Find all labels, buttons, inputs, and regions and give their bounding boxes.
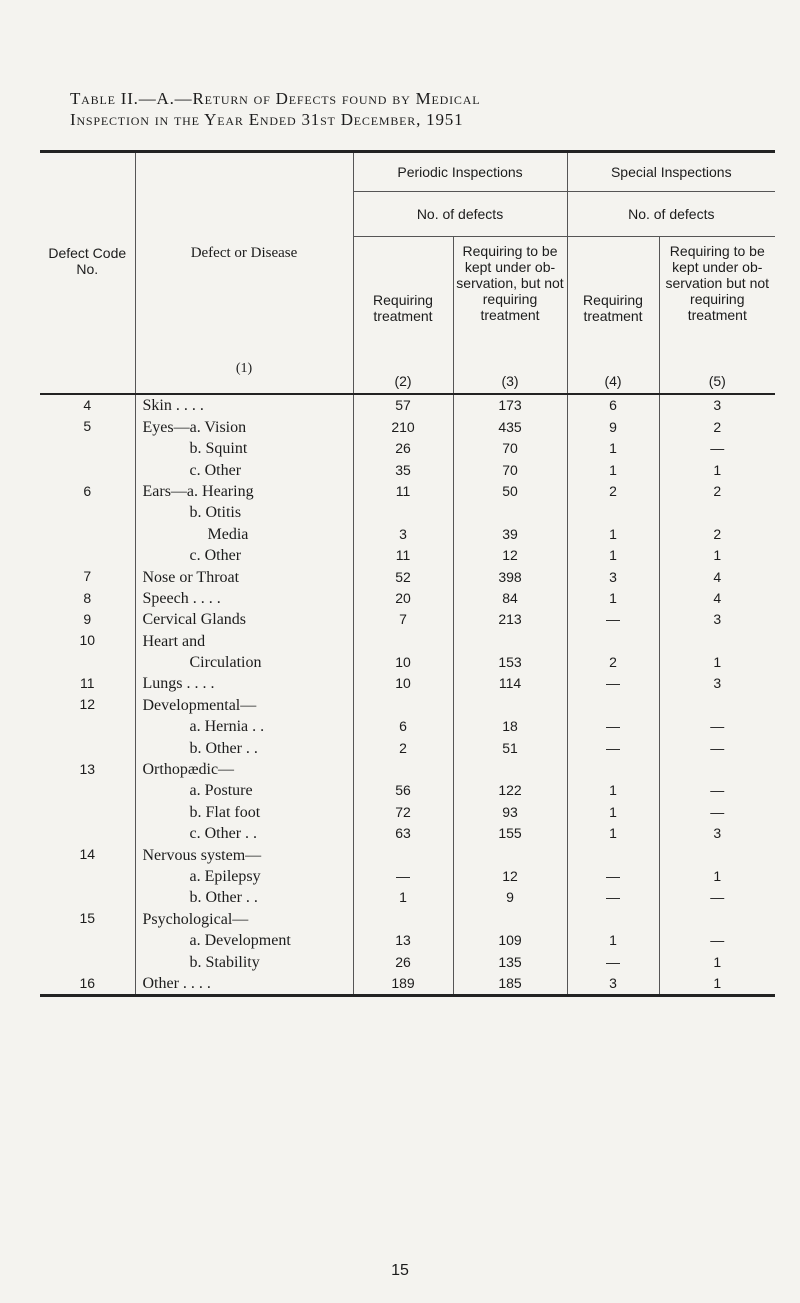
header-periodic-inspections: Periodic Inspections — [353, 152, 567, 192]
cell-periodic-observation: 9 — [453, 887, 567, 908]
cell-special-observation — [659, 844, 775, 865]
cell-special-treatment — [567, 694, 659, 715]
cell-periodic-treatment: — — [353, 866, 453, 887]
cell-periodic-treatment — [353, 908, 453, 929]
row-code: 11 — [79, 675, 95, 692]
cell-special-treatment: — — [567, 951, 659, 972]
table-row — [40, 459, 775, 480]
cell-periodic-observation: 153 — [453, 652, 567, 673]
cell-periodic-treatment: 10 — [353, 652, 453, 673]
cell-special-treatment: — — [567, 887, 659, 908]
cell-special-observation: — — [659, 716, 775, 737]
cell-special-treatment: 1 — [567, 801, 659, 822]
row-code — [40, 823, 135, 844]
cell-periodic-observation: 18 — [453, 716, 567, 737]
row-code — [40, 951, 135, 972]
row-label: a. Hernia . . — [135, 716, 353, 737]
cell-special-treatment — [567, 844, 659, 865]
table-row — [40, 588, 775, 609]
header-periodic-requiring-treatment — [353, 237, 453, 395]
row-label: Speech . . . . — [135, 588, 353, 609]
table-row — [40, 801, 775, 822]
cell-periodic-treatment: 10 — [353, 673, 453, 694]
cell-periodic-observation: 155 — [453, 823, 567, 844]
header-special-requiring-treatment — [567, 237, 659, 395]
table-row — [40, 545, 775, 566]
cell-periodic-treatment: 6 — [353, 716, 453, 737]
cell-periodic-observation — [453, 694, 567, 715]
table-row — [40, 823, 775, 844]
table-row — [40, 502, 775, 523]
row-code: 4 — [83, 397, 92, 413]
row-code — [40, 887, 135, 908]
row-code — [40, 780, 135, 801]
header-special-no-of-defects: No. of defects — [567, 192, 775, 237]
row-label: Psychological— — [135, 908, 353, 929]
cell-special-observation: 3 — [659, 394, 775, 416]
cell-periodic-treatment: 7 — [353, 609, 453, 630]
header-col-3: (3) — [501, 373, 519, 389]
cell-periodic-observation — [453, 908, 567, 929]
cell-special-treatment — [567, 908, 659, 929]
cell-periodic-observation — [453, 630, 567, 651]
table-row — [40, 780, 775, 801]
cell-special-treatment — [567, 630, 659, 651]
header-periodic-requiring-treatment-label: Requiring treatment — [373, 292, 433, 324]
cell-special-treatment: 1 — [567, 588, 659, 609]
cell-special-observation: 1 — [659, 951, 775, 972]
cell-periodic-observation: 135 — [453, 951, 567, 972]
cell-special-observation: 1 — [659, 973, 775, 996]
cell-periodic-observation: 435 — [453, 416, 567, 437]
row-label: a. Epilepsy — [135, 866, 353, 887]
row-code: 15 — [79, 910, 96, 927]
cell-special-treatment: 1 — [567, 780, 659, 801]
page-title — [70, 88, 770, 130]
cell-special-observation — [659, 694, 775, 715]
header-col-1: (1) — [235, 361, 253, 376]
cell-special-treatment: 2 — [567, 481, 659, 502]
row-code: 14 — [79, 846, 96, 863]
table-row — [40, 908, 775, 929]
row-label: Media — [135, 523, 353, 544]
table-row — [40, 609, 775, 630]
cell-special-treatment: — — [567, 673, 659, 694]
cell-special-treatment: 3 — [567, 566, 659, 587]
row-label: a. Posture — [135, 780, 353, 801]
cell-periodic-observation: 213 — [453, 609, 567, 630]
page-number: 15 — [391, 1262, 409, 1279]
row-label: c. Other . . — [135, 823, 353, 844]
row-label: Nervous system— — [135, 844, 353, 865]
cell-periodic-observation: 114 — [453, 673, 567, 694]
row-code — [40, 438, 135, 459]
table-row — [40, 416, 775, 437]
row-code: 16 — [40, 973, 135, 996]
cell-periodic-treatment: 3 — [353, 523, 453, 544]
cell-periodic-treatment: 63 — [353, 823, 453, 844]
table-row — [40, 438, 775, 459]
row-label: Eyes—a. Vision — [135, 416, 353, 437]
cell-periodic-observation: 70 — [453, 459, 567, 480]
table-row — [40, 759, 775, 780]
cell-periodic-treatment: 13 — [353, 930, 453, 951]
cell-special-treatment — [567, 759, 659, 780]
header-col-4: (4) — [604, 373, 622, 389]
cell-special-treatment: 1 — [567, 459, 659, 480]
header-defect-or-disease-label: Defect or Disease — [190, 245, 298, 261]
row-label: Skin . . . . — [135, 394, 353, 416]
row-label: a. Development — [135, 930, 353, 951]
cell-periodic-treatment: 35 — [353, 459, 453, 480]
cell-periodic-observation: 185 — [453, 973, 567, 996]
table-row — [40, 694, 775, 715]
header-special-requiring-treatment-label: Requiring treatment — [583, 292, 643, 324]
cell-special-observation: — — [659, 801, 775, 822]
row-label: Nose or Throat — [135, 566, 353, 587]
cell-special-observation: 1 — [659, 652, 775, 673]
row-label: b. Other . . — [135, 887, 353, 908]
header-defect-or-disease — [135, 152, 353, 395]
title-line-2: Inspection in the Year Ended 31st December, 1951 — [70, 110, 464, 129]
header-periodic-requiring-observation-label: Requiring to be kept under ob-servation, but not requiring treatment — [456, 243, 564, 323]
cell-periodic-treatment — [353, 502, 453, 523]
row-label: b. Flat foot — [135, 801, 353, 822]
row-code: 10 — [79, 632, 96, 649]
table-row — [40, 973, 775, 996]
row-code: 13 — [79, 760, 96, 777]
cell-special-treatment: 2 — [567, 652, 659, 673]
cell-periodic-treatment: 189 — [353, 973, 453, 996]
cell-special-treatment: 1 — [567, 823, 659, 844]
cell-periodic-treatment: 26 — [353, 438, 453, 459]
row-label: Other . . . . — [135, 973, 353, 996]
cell-periodic-treatment: 20 — [353, 588, 453, 609]
cell-periodic-treatment — [353, 844, 453, 865]
cell-periodic-observation — [453, 844, 567, 865]
cell-special-observation: — — [659, 930, 775, 951]
cell-special-observation: — — [659, 438, 775, 459]
cell-periodic-observation: 12 — [453, 866, 567, 887]
header-defect-code-label: Defect Code No. — [48, 245, 127, 277]
table-row — [40, 866, 775, 887]
row-label: Developmental— — [135, 694, 353, 715]
row-label: b. Other . . — [135, 737, 353, 758]
cell-periodic-treatment: 210 — [353, 416, 453, 437]
header-defect-code — [40, 152, 135, 395]
table-row — [40, 566, 775, 587]
row-code: 6 — [83, 482, 92, 499]
table-row — [40, 673, 775, 694]
cell-periodic-treatment: 72 — [353, 801, 453, 822]
cell-special-observation: 4 — [659, 566, 775, 587]
cell-periodic-observation: 12 — [453, 545, 567, 566]
row-code — [40, 716, 135, 737]
header-special-requiring-observation — [659, 237, 775, 395]
cell-periodic-treatment — [353, 694, 453, 715]
row-code — [40, 523, 135, 544]
row-label: b. Otitis — [135, 502, 353, 523]
row-code: 5 — [83, 418, 92, 435]
row-label: Circulation — [135, 652, 353, 673]
row-code — [40, 502, 135, 523]
row-code — [40, 737, 135, 758]
cell-special-observation: 3 — [659, 823, 775, 844]
cell-periodic-treatment: 11 — [353, 545, 453, 566]
cell-special-observation: 1 — [659, 459, 775, 480]
cell-periodic-observation — [453, 759, 567, 780]
header-col-2: (2) — [394, 373, 412, 389]
cell-special-treatment: — — [567, 866, 659, 887]
header-periodic-requiring-observation — [453, 237, 567, 395]
cell-special-observation: 3 — [659, 609, 775, 630]
header-periodic-no-of-defects: No. of defects — [353, 192, 567, 237]
table-row — [40, 930, 775, 951]
cell-periodic-observation: 109 — [453, 930, 567, 951]
cell-special-observation: 2 — [659, 416, 775, 437]
cell-periodic-treatment — [353, 630, 453, 651]
row-code: 9 — [83, 610, 92, 627]
row-label: Ears—a. Hearing — [135, 481, 353, 502]
cell-special-observation: 2 — [659, 481, 775, 502]
cell-periodic-treatment: 2 — [353, 737, 453, 758]
cell-periodic-observation: 39 — [453, 523, 567, 544]
cell-periodic-treatment: 11 — [353, 481, 453, 502]
cell-special-observation: 2 — [659, 523, 775, 544]
row-code: 8 — [83, 589, 92, 606]
table-row — [40, 523, 775, 544]
cell-special-observation: — — [659, 887, 775, 908]
cell-periodic-treatment — [353, 759, 453, 780]
row-label: c. Other — [135, 459, 353, 480]
cell-special-treatment: 6 — [567, 394, 659, 416]
cell-periodic-observation: 51 — [453, 737, 567, 758]
row-label: Lungs . . . . — [135, 673, 353, 694]
table-row — [40, 737, 775, 758]
table-row — [40, 652, 775, 673]
table-row — [40, 394, 775, 416]
cell-special-observation: 1 — [659, 545, 775, 566]
cell-special-treatment: — — [567, 716, 659, 737]
row-code — [40, 801, 135, 822]
cell-periodic-observation: 93 — [453, 801, 567, 822]
cell-special-treatment: 1 — [567, 545, 659, 566]
cell-periodic-observation: 173 — [453, 394, 567, 416]
row-code — [40, 545, 135, 566]
table-body — [40, 394, 775, 995]
cell-special-treatment: 9 — [567, 416, 659, 437]
cell-special-observation — [659, 908, 775, 929]
row-code: 12 — [79, 696, 96, 713]
row-label: b. Stability — [135, 951, 353, 972]
cell-special-treatment: — — [567, 609, 659, 630]
cell-periodic-treatment: 57 — [353, 394, 453, 416]
cell-periodic-observation: 70 — [453, 438, 567, 459]
cell-periodic-treatment: 1 — [353, 887, 453, 908]
cell-special-treatment: — — [567, 737, 659, 758]
cell-special-observation: 4 — [659, 588, 775, 609]
row-code — [40, 652, 135, 673]
cell-special-treatment — [567, 502, 659, 523]
row-code — [40, 459, 135, 480]
cell-special-observation: — — [659, 780, 775, 801]
header-special-inspections: Special Inspections — [567, 152, 775, 192]
table-row — [40, 481, 775, 502]
table-row — [40, 844, 775, 865]
cell-special-treatment: 3 — [567, 973, 659, 996]
cell-periodic-observation: 398 — [453, 566, 567, 587]
row-label: Orthopædic— — [135, 759, 353, 780]
cell-special-observation — [659, 502, 775, 523]
cell-periodic-observation: 84 — [453, 588, 567, 609]
header-special-requiring-observation-label: Requiring to be kept under ob-servation but not requiring treatment — [665, 243, 770, 323]
table-row — [40, 716, 775, 737]
cell-special-treatment: 1 — [567, 930, 659, 951]
cell-special-treatment: 1 — [567, 523, 659, 544]
table-row — [40, 887, 775, 908]
cell-periodic-observation — [453, 502, 567, 523]
cell-special-observation: — — [659, 737, 775, 758]
defects-table — [40, 150, 775, 997]
cell-periodic-treatment: 52 — [353, 566, 453, 587]
cell-periodic-treatment: 56 — [353, 780, 453, 801]
cell-special-observation — [659, 759, 775, 780]
row-label: c. Other — [135, 545, 353, 566]
row-code — [40, 866, 135, 887]
title-line-1: Table II.—A.—Return of Defects found by Medical — [70, 89, 481, 108]
row-label: b. Squint — [135, 438, 353, 459]
table-row — [40, 951, 775, 972]
cell-special-observation: 1 — [659, 866, 775, 887]
header-col-5: (5) — [708, 373, 726, 389]
cell-special-observation: 3 — [659, 673, 775, 694]
row-label: Heart and — [135, 630, 353, 651]
cell-periodic-observation: 122 — [453, 780, 567, 801]
row-code — [40, 930, 135, 951]
cell-periodic-treatment: 26 — [353, 951, 453, 972]
table-row — [40, 630, 775, 651]
row-code: 7 — [83, 568, 92, 585]
cell-periodic-observation: 50 — [453, 481, 567, 502]
cell-special-treatment: 1 — [567, 438, 659, 459]
row-label: Cervical Glands — [135, 609, 353, 630]
cell-special-observation — [659, 630, 775, 651]
